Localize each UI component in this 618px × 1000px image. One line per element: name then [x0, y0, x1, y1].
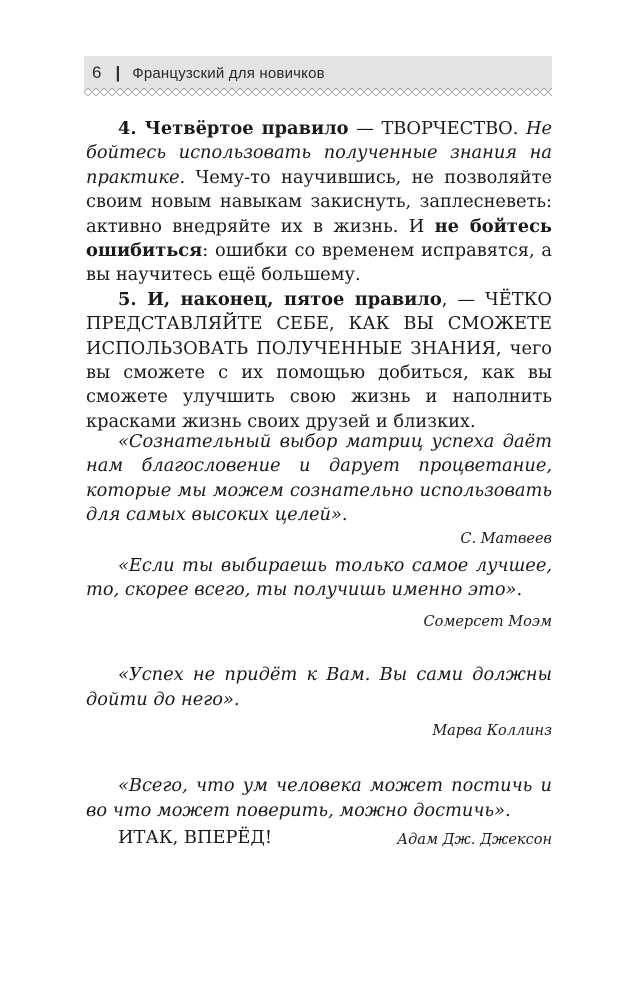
quote-author: Марва Коллинз [432, 723, 552, 740]
quote-text: «Всего, что ум человека может постичь и во что может поверить, можно достичь». [86, 775, 552, 821]
quote-text: «Успех не придёт к Вам. Вы сами должны дойти до него». [86, 664, 552, 710]
quote-block [86, 430, 552, 550]
running-head [84, 56, 552, 90]
rule-4-dash: — [348, 118, 382, 139]
quote-author: Сомерсет Моэм [423, 614, 552, 631]
rule-5-title: 5. И, наконец, пятое правило [118, 288, 442, 310]
rule-4-paragraph [86, 117, 552, 288]
quote-block [86, 554, 552, 634]
rule-4-title: 4. Четвёртое правило [118, 118, 349, 139]
rule-4-text: Чему-то научившись, не позволяйте своим новым навыкам закиснуть, заплесневеть: активно внедряйте их в жизнь. И [86, 166, 552, 237]
quote-author: С. Матвеев [460, 530, 552, 547]
page-number: 6 [92, 63, 102, 82]
book-title: Французский для новичков [132, 64, 325, 82]
quote-text: «Если ты выбираешь только самое лучшее, то, скорее всего, ты получишь именно это». [86, 554, 552, 601]
quote-author: Адам Дж. Джексон [397, 832, 552, 849]
quotes-section [86, 430, 552, 851]
quote-block [86, 663, 552, 742]
rule-5-paragraph [86, 288, 552, 434]
rule-4-italic: Не бойтесь использовать полученные знания на практике. [86, 118, 552, 188]
header-separator: | [115, 63, 121, 82]
quote-text: «Сознательный выбор матриц успеха даёт нам благословение и дарует процветание, которые мы можем сознательно использовать для самых высоких целей». [86, 431, 552, 526]
rule-4-text-end: : ошибки со временем исправятся, а вы научитесь ещё большему. [86, 240, 552, 286]
rule-4-bold-phrase: не бойтесь ошибиться [86, 215, 552, 262]
rule-4-caps: ТВОРЧЕСТВО. [381, 118, 519, 139]
decorative-border [84, 88, 552, 96]
closing-line: ИТАК, ВПЕРЁД! [118, 827, 272, 848]
rules-section [86, 117, 552, 434]
rule-5-text: , — ЧЁТКО ПРЕДСТАВЛЯЙТЕ СЕБЕ, КАК ВЫ СМОЖЕТЕ ИСПОЛЬЗОВАТЬ ПОЛУЧЕННЫЕ ЗНАНИЯ, чего вы сможете с их помощью добиться, как вы сможете улучшить свою жизнь и наполнить красками жизнь своих друзей и близких. [86, 288, 552, 432]
